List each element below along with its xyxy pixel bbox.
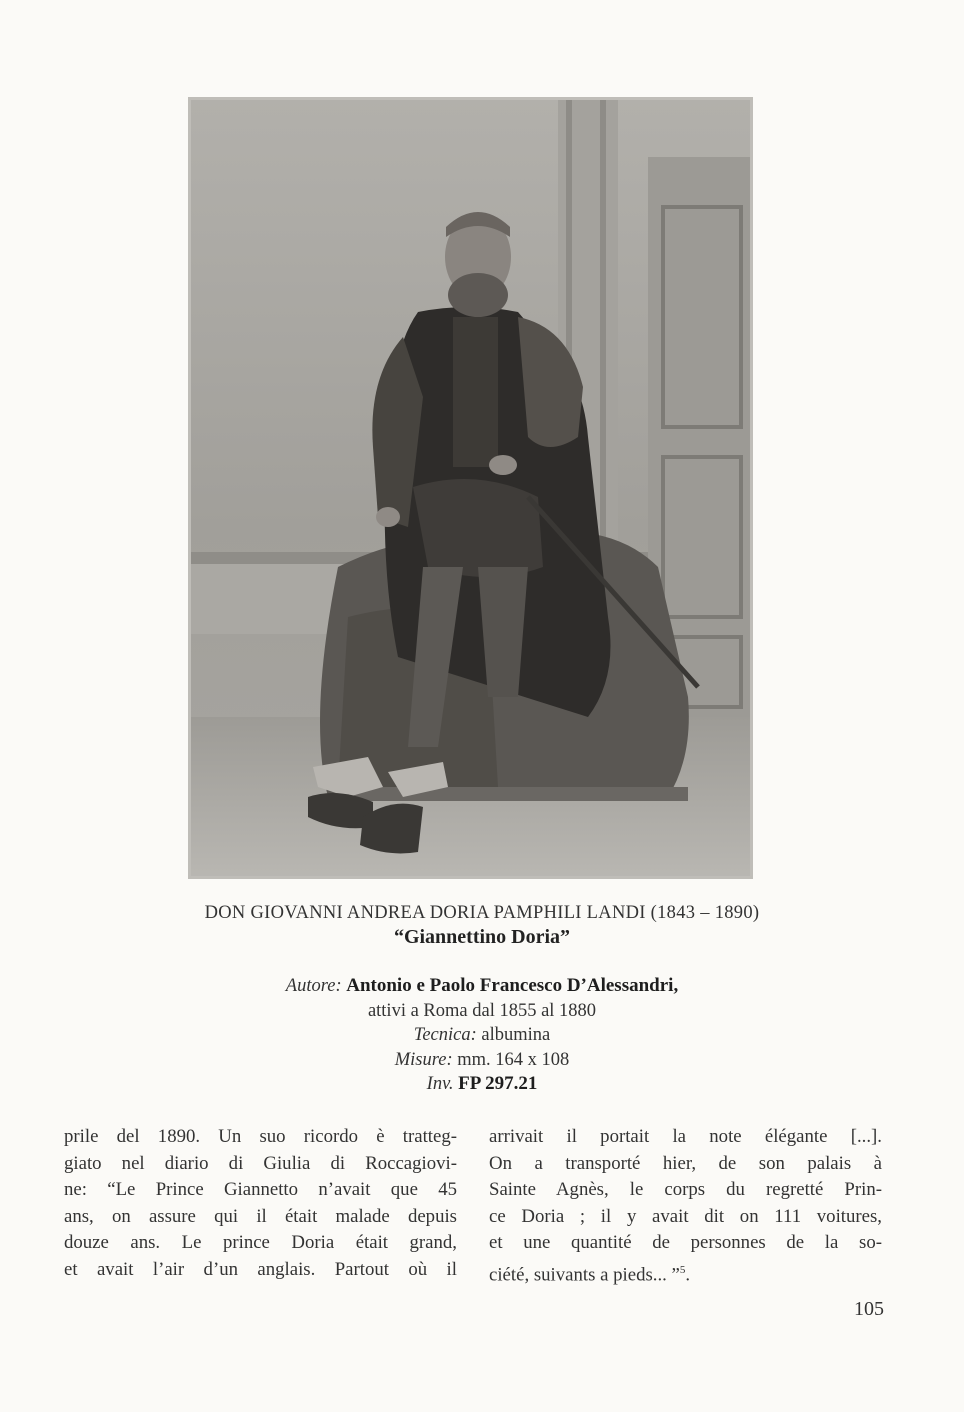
inventory-label: Inv. <box>426 1074 454 1094</box>
body-column-left <box>64 1124 457 1283</box>
body-line-last <box>489 1257 882 1289</box>
body-column-right <box>489 1124 882 1288</box>
photo-metadata <box>0 974 964 1097</box>
body-line: On a transporté hier, de son palais à <box>489 1152 882 1174</box>
size-value: mm. 164 x 108 <box>457 1049 570 1070</box>
footnote-ref: 5 <box>679 1263 686 1276</box>
final-punctuation: . <box>685 1263 691 1285</box>
body-line: prile del 1890. Un suo ricordo è tratteg- <box>64 1126 457 1147</box>
technique-label: Tecnica: <box>413 1025 477 1045</box>
caption-title: DON GIOVANNI ANDREA DORIA PAMPHILI LANDI (1843 – 1890) <box>204 903 760 923</box>
portrait-photo <box>188 97 753 879</box>
technique-line <box>0 1023 964 1048</box>
caption-subtitle: “Giannettino Doria” <box>393 926 571 948</box>
body-line: giato nel diario di Giulia di Roccagiovi- <box>64 1152 457 1174</box>
body-line: ne: “Le Prince Giannetto n’avait que 45 <box>64 1179 457 1200</box>
author-note: attivi a Roma dal 1855 al 1880 <box>367 1000 597 1021</box>
inventory-line <box>0 1072 964 1097</box>
page-number: 105 <box>854 1298 884 1320</box>
body-line: et une quantité de personnes de la so- <box>489 1232 882 1253</box>
body-line: Sainte Agnès, le corps du regretté Prin- <box>489 1179 882 1200</box>
body-line: et avait l’air d’un anglais. Partout où il <box>64 1258 457 1280</box>
author-value: Antonio e Paolo Francesco D’Alessandri, <box>346 975 679 996</box>
portrait-photo-icon <box>188 97 753 879</box>
technique-value: albumina <box>481 1025 551 1045</box>
author-line <box>0 974 964 999</box>
body-line: ce Doria ; il y avait dit on 111 voitures, <box>489 1205 882 1227</box>
body-line-text: ciété, suivants a pieds... ” <box>489 1263 680 1285</box>
size-label: Misure: <box>394 1049 453 1070</box>
size-line <box>0 1048 964 1073</box>
body-line: ans, on assure qui il était malade depuis <box>64 1205 457 1227</box>
inventory-value: FP 297.21 <box>458 1073 538 1094</box>
body-line: arrivait il portait la note élégante [...]. <box>489 1126 882 1147</box>
body-line: douze ans. Le prince Doria était grand, <box>64 1232 457 1253</box>
author-label: Autore: <box>285 976 342 996</box>
